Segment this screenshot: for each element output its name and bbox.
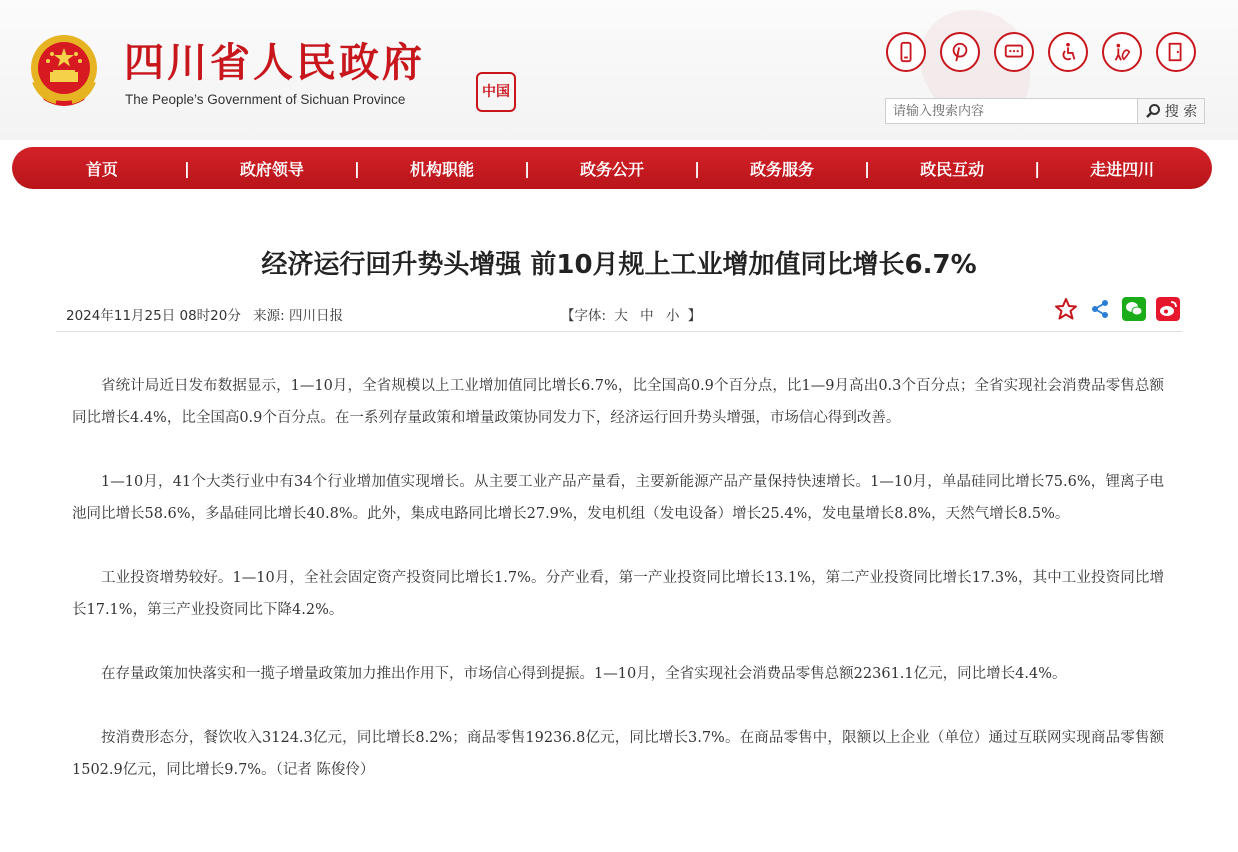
meta-divider bbox=[56, 331, 1182, 332]
site-subtitle: The People’s Government of Sichuan Province bbox=[125, 92, 406, 107]
article-body bbox=[72, 370, 1164, 818]
main-nav bbox=[12, 147, 1212, 189]
article-paragraph: 工业投资增势较好。1—10月，全社会固定资产投资同比增长1.7%。分产业看，第一产业投资同比增长13.1%，第二产业投资同比增长17.3%，其中工业投资同比增长17.1%，第三产业投资同比下降4.2%。 bbox=[72, 570, 1164, 618]
font-label-close: 】 bbox=[687, 308, 702, 324]
pin-icon[interactable] bbox=[940, 32, 980, 72]
search-button-label: 搜 索 bbox=[1164, 104, 1198, 120]
exit-icon[interactable] bbox=[1156, 32, 1196, 72]
nav-item-services[interactable]: 政务服务 bbox=[750, 159, 815, 179]
mobile-icon[interactable] bbox=[886, 32, 926, 72]
nav-item-leaders[interactable]: 政府领导 bbox=[239, 159, 304, 179]
nav-separator: | bbox=[354, 158, 360, 178]
nav-separator: | bbox=[524, 158, 530, 178]
china-seal-logo bbox=[476, 72, 516, 112]
search-box bbox=[885, 98, 1205, 124]
article-meta bbox=[66, 304, 351, 324]
wechat-icon[interactable] bbox=[1122, 297, 1146, 321]
search-input[interactable] bbox=[886, 99, 1137, 123]
article-paragraph: 在存量政策加快落实和一揽子增量政策加力推出作用下，市场信心得到提振。1—10月，全省实现社会消费品零售总额22361.1亿元，同比增长4.4%。 bbox=[101, 666, 1067, 682]
weibo-icon[interactable] bbox=[1156, 297, 1180, 321]
favorite-star-icon[interactable] bbox=[1054, 297, 1078, 321]
share-bar bbox=[1054, 297, 1180, 321]
site-title[interactable]: 四川省人民政府 bbox=[124, 40, 425, 86]
nav-item-about-sichuan[interactable]: 走进四川 bbox=[1090, 159, 1155, 179]
national-emblem-icon[interactable] bbox=[26, 32, 102, 110]
tool-icons bbox=[886, 32, 1196, 72]
nav-item-institutions[interactable]: 机构职能 bbox=[409, 159, 474, 179]
search-button[interactable] bbox=[1137, 99, 1204, 123]
seal-text: 中国 bbox=[482, 84, 510, 100]
font-medium-button[interactable]: 中 bbox=[640, 308, 654, 324]
article-paragraph: 按消费形态分，餐饮收入3124.3亿元，同比增长8.2%；商品零售19236.8亿元，同比增长3.7%。在商品零售中，限额以上企业（单位）通过互联网实现商品零售额1502.9亿元，同比增长9.7%。（记者 陈俊伶） bbox=[72, 730, 1164, 778]
nav-item-open-government[interactable]: 政务公开 bbox=[580, 159, 645, 179]
article-source: 来源: 四川日报 bbox=[253, 308, 344, 324]
article-paragraph: 省统计局近日发布数据显示，1—10月，全省规模以上工业增加值同比增长6.7%，比全国高0.9个百分点，比1—9月高出0.3个百分点；全省实现社会消费品零售总额同比增长4.4%，比全国高0.9个百分点。在一系列存量政策和增量政策协同发力下，经济运行回升势头增强，市场信心得到改善。 bbox=[72, 378, 1164, 426]
font-size-control bbox=[561, 304, 701, 324]
nav-separator: | bbox=[864, 158, 870, 178]
nav-item-interaction[interactable]: 政民互动 bbox=[920, 159, 985, 179]
elderly-care-icon[interactable] bbox=[1102, 32, 1142, 72]
share-icon[interactable] bbox=[1088, 297, 1112, 321]
article-title: 经济运行回升势头增强 前10月规上工业增加值同比增长6.7% bbox=[261, 250, 977, 280]
font-large-button[interactable]: 大 bbox=[614, 308, 628, 324]
accessibility-icon[interactable] bbox=[1048, 32, 1088, 72]
header bbox=[0, 0, 1238, 140]
nav-separator: | bbox=[1034, 158, 1041, 178]
nav-item-home[interactable]: 首页 bbox=[85, 159, 118, 179]
search-icon bbox=[1145, 103, 1161, 119]
publish-date: 2024年11月25日 08时20分 bbox=[66, 308, 241, 324]
message-icon[interactable] bbox=[994, 32, 1034, 72]
article-paragraph: 1—10月，41个大类行业中有34个行业增加值实现增长。从主要工业产品产量看，主要新能源产品产量保持快速增长。1—10月，单晶硅同比增长75.6%，锂离子电池同比增长58.6%，多晶硅同比增长40.8%。此外，集成电路同比增长27.9%，发电机组（发电设备）增长25.4%，发电量增长8.8%，天然气增长8.5%。 bbox=[72, 474, 1164, 522]
font-small-button[interactable]: 小 bbox=[665, 308, 680, 324]
nav-separator: | bbox=[183, 158, 190, 178]
font-label-open: 【字体: bbox=[561, 308, 607, 324]
nav-separator: | bbox=[694, 158, 700, 178]
